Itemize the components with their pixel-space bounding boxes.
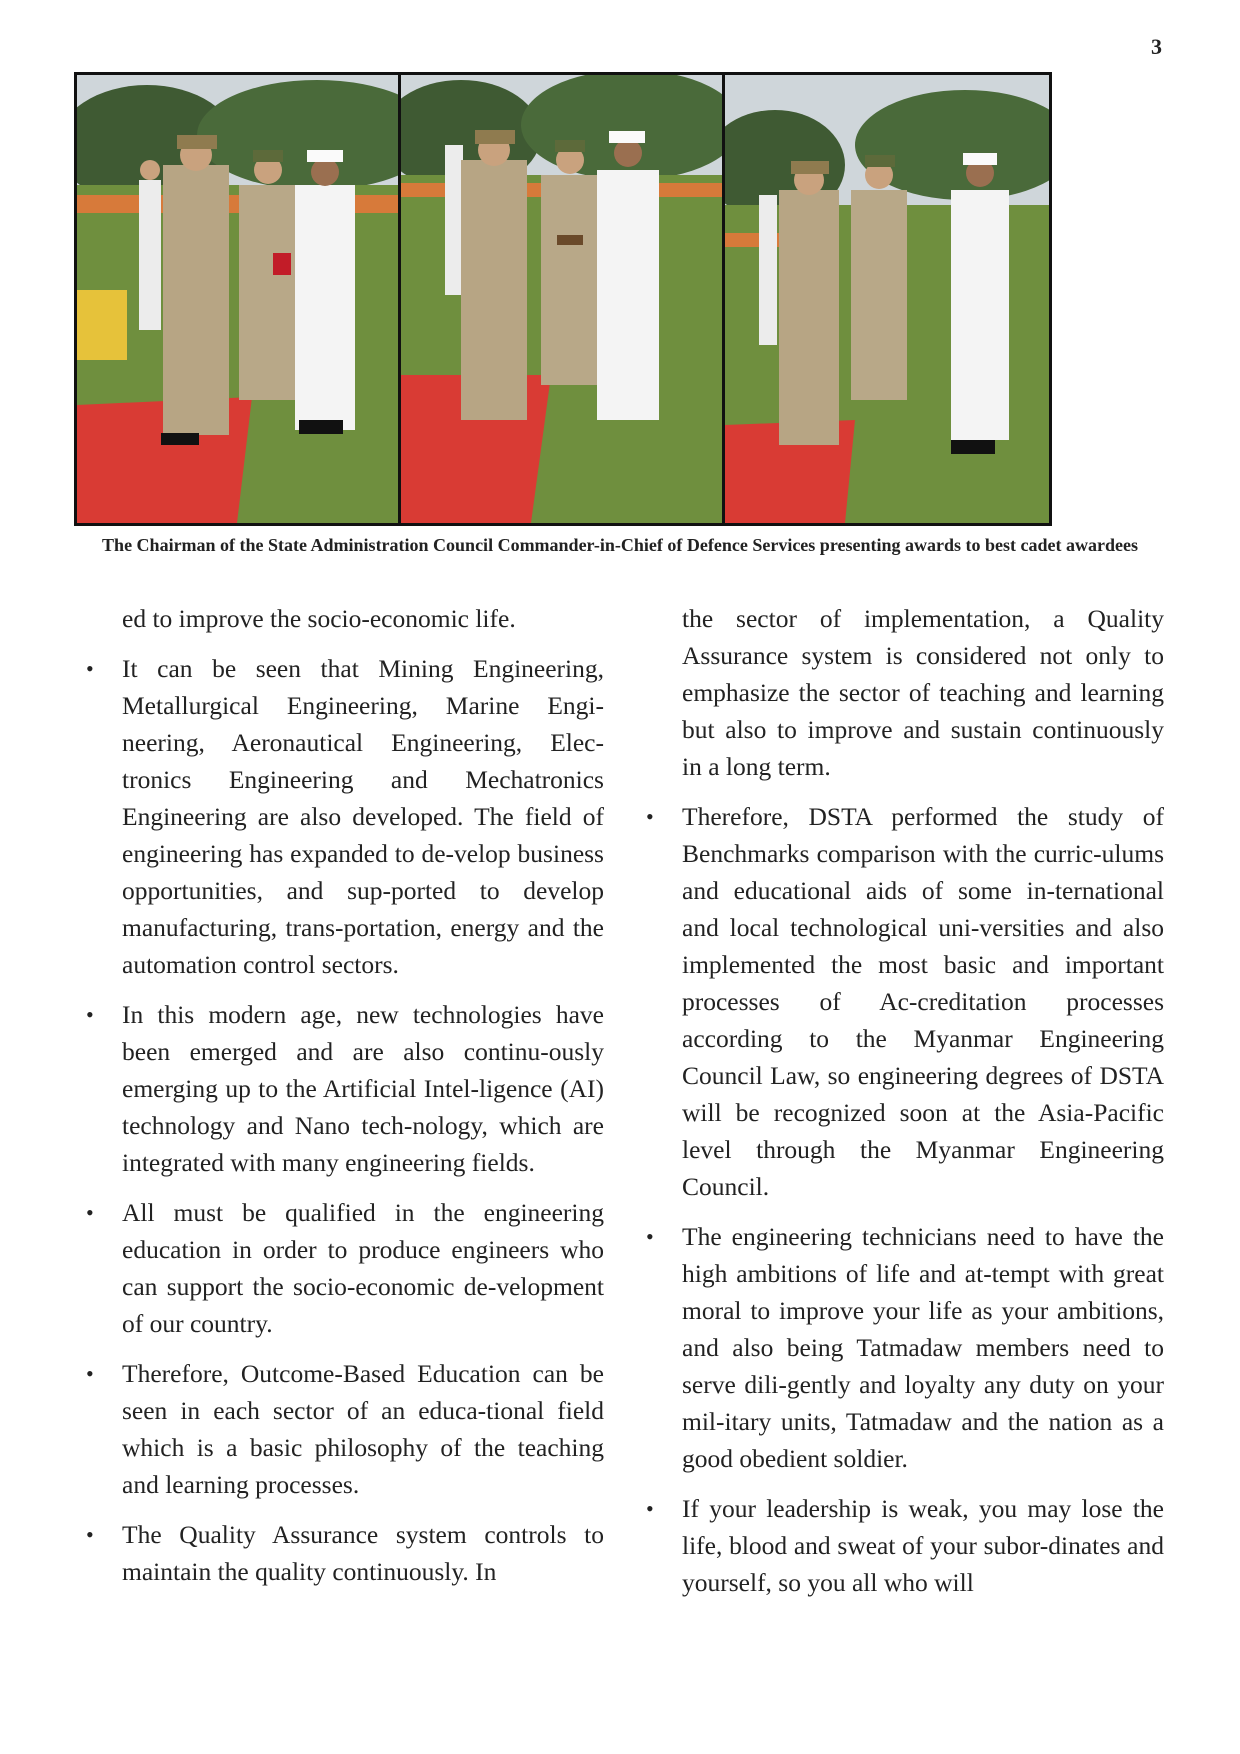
bullet-list: [682, 798, 1164, 1601]
continuation-paragraph: ed to improve the socio-economic life.: [122, 604, 516, 633]
bullet-item: • The engineering technicians need to have the high ambitions of life and at-tempt with great moral to improve your life as your ambitions, and also being Tatmadaw members need to serve dili-gently and loyalty any duty on your mil-itary units, Tatmadaw and the nation as a good obedient soldier.: [682, 1218, 1164, 1477]
bullet-item: • It can be seen that Mining Engineering, Metallurgical Engineering, Marine Engi-neering, Aeronautical Engineering, Elec-tronics Engineering and Mechatronics Engineering are also developed. The field of engineering has expanded to de-velop business opportunities, and sup-ported to develop manufacturing, trans-portation, energy and the automation control sectors.: [122, 650, 604, 983]
award-photo-3: [722, 72, 1052, 526]
award-photo-1: [74, 72, 436, 526]
bullet-item: • The Quality Assurance system controls to maintain the quality continuously. In: [122, 1516, 604, 1590]
page-number: 3: [1151, 34, 1162, 59]
left-column: [122, 600, 604, 1603]
bullet-item: • In this modern age, new technologies have been emerged and are also continu-ously emerging up to the Artificial Intel-ligence (AI) technology and Nano tech-nology, which are integrated with many engineering fields.: [122, 996, 604, 1181]
photo-strip: [74, 72, 1174, 526]
bullet-item: • All must be qualified in the engineering education in order to produce engineers who can support the socio-economic de-velopment of our country.: [122, 1194, 604, 1342]
bullet-item: • If your leadership is weak, you may lose the life, blood and sweat of your subor-dinates and yourself, so you all who will: [682, 1490, 1164, 1601]
bullet-item: • Therefore, DSTA performed the study of Benchmarks comparison with the curric-ulums and educational aids of some in-ternational and local technological uni-versities and also implemented the most basic and important processes of Ac-creditation processes according to the Myanmar Engineering Council Law, so engineering degrees of DSTA will be recognized soon at the Asia-Pacific level through the Myanmar Engineering Council.: [682, 798, 1164, 1205]
bullet-list: [122, 650, 604, 1590]
bullet-item: • Therefore, Outcome-Based Education can be seen in each sector of an educa-tional field which is a basic philosophy of the teaching and learning processes.: [122, 1355, 604, 1503]
photo-caption: The Chairman of the State Administration Council Commander-in-Chief of Defence Services presenting awards to best cadet awardees: [102, 535, 1138, 555]
right-column: [682, 600, 1164, 1614]
award-photo-2: [398, 72, 726, 526]
continuation-paragraph: the sector of implementation, a Quality Assurance system is considered not only to emphasize the sector of teaching and learning but also to improve and sustain continuously in a long term.: [682, 604, 1164, 781]
